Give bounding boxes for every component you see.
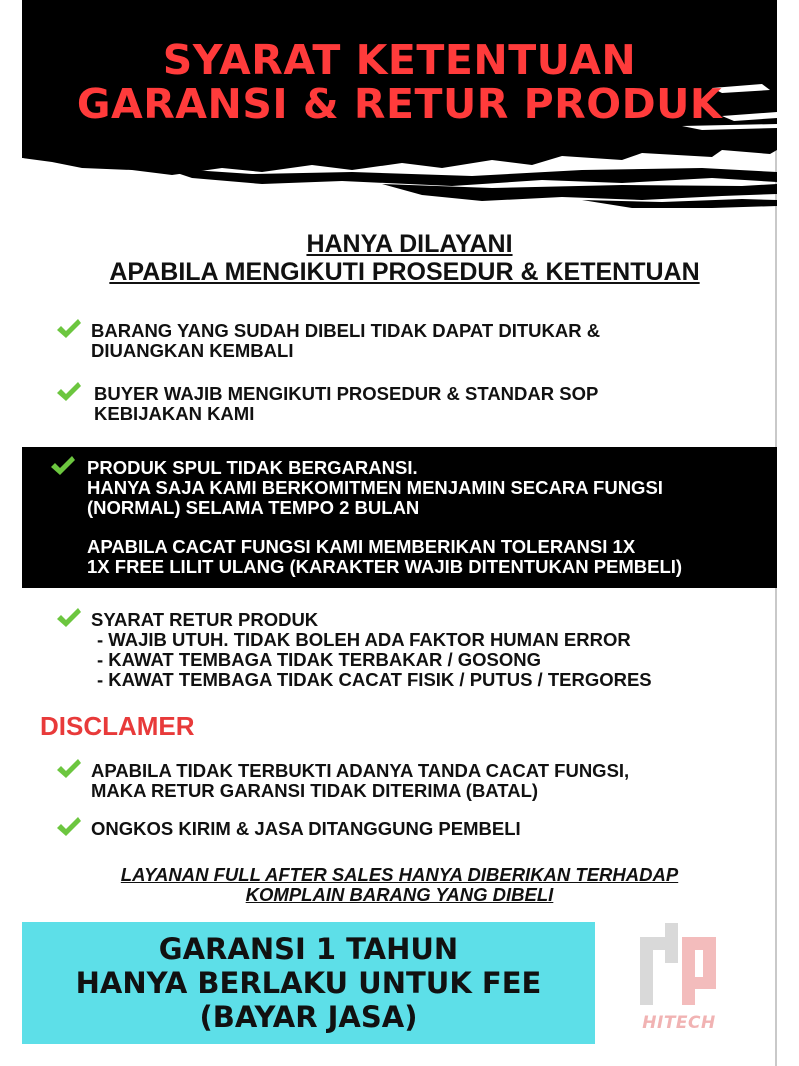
spul-notice-line-3: (NORMAL) SELAMA TEMPO 2 BULAN bbox=[87, 497, 420, 518]
header-title-line-2: GARANSI & RETUR PRODUK bbox=[76, 80, 723, 128]
header-title-line-1: SYARAT KETENTUAN bbox=[162, 36, 637, 84]
return-terms-item: - KAWAT TEMBAGA TIDAK CACAT FISIK / PUTUS / TERGORES bbox=[97, 669, 652, 690]
return-terms-item: - KAWAT TEMBAGA TIDAK TERBAKAR / GOSONG bbox=[97, 649, 541, 670]
disclaimer-heading: DISCLAMER bbox=[40, 711, 195, 741]
warranty-line-1: GARANSI 1 TAHUN bbox=[158, 932, 459, 966]
return-terms-item: - WAJIB UTUH. TIDAK BOLEH ADA FAKTOR HUMAN ERROR bbox=[97, 629, 631, 650]
disclaimer-item-1-line-2: MAKA RETUR GARANSI TIDAK DITERIMA (BATAL) bbox=[91, 780, 539, 801]
spul-notice-line-2: HANYA SAJA KAMI BERKOMITMEN MENJAMIN SECARA FUNGSI bbox=[87, 477, 663, 498]
check-icon bbox=[56, 318, 82, 340]
check-icon bbox=[56, 381, 82, 403]
subtitle-line-2: APABILA MENGIKUTI PROSEDUR & KETENTUAN bbox=[109, 258, 700, 286]
disclaimer-item-2: ONGKOS KIRIM & JASA DITANGGUNG PEMBELI bbox=[91, 818, 521, 839]
after-sales-line-2: KOMPLAIN BARANG YANG DIBELI bbox=[245, 884, 554, 905]
spul-notice-block bbox=[22, 447, 777, 588]
rule-1-line-2: DIUANGKAN KEMBALI bbox=[91, 340, 294, 361]
rule-2-line-1: BUYER WAJIB MENGIKUTI PROSEDUR & STANDAR SOP bbox=[94, 383, 599, 404]
rule-2-line-2: KEBIJAKAN KAMI bbox=[94, 403, 255, 424]
warranty-box bbox=[22, 922, 595, 1044]
after-sales-line-1: LAYANAN FULL AFTER SALES HANYA DIBERIKAN TERHADAP bbox=[120, 864, 679, 885]
warranty-line-2: HANYA BERLAKU UNTUK FEE bbox=[75, 966, 542, 1000]
check-icon bbox=[56, 758, 82, 780]
spul-notice-line-1: PRODUK SPUL TIDAK BERGARANSI. bbox=[87, 457, 418, 478]
check-icon bbox=[56, 816, 82, 838]
header-banner bbox=[22, 0, 777, 210]
subtitle-line-1: HANYA DILAYANI bbox=[306, 230, 513, 258]
logo-text: HITECH bbox=[642, 1013, 716, 1033]
disclaimer-item-1-line-1: APABILA TIDAK TERBUKTI ADANYA TANDA CACAT FUNGSI, bbox=[91, 760, 630, 781]
warranty-line-3: (BAYAR JASA) bbox=[199, 1000, 418, 1034]
check-icon bbox=[56, 607, 82, 629]
return-terms-heading: SYARAT RETUR PRODUK bbox=[91, 609, 319, 630]
spul-notice-line-4: APABILA CACAT FUNGSI KAMI MEMBERIKAN TOLERANSI 1X bbox=[87, 536, 636, 557]
spul-notice-line-5: 1X FREE LILIT ULANG (KARAKTER WAJIB DITENTUKAN PEMBELI) bbox=[87, 556, 683, 577]
rule-1-line-1: BARANG YANG SUDAH DIBELI TIDAK DAPAT DITUKAR & bbox=[91, 320, 601, 341]
check-icon bbox=[50, 455, 76, 477]
